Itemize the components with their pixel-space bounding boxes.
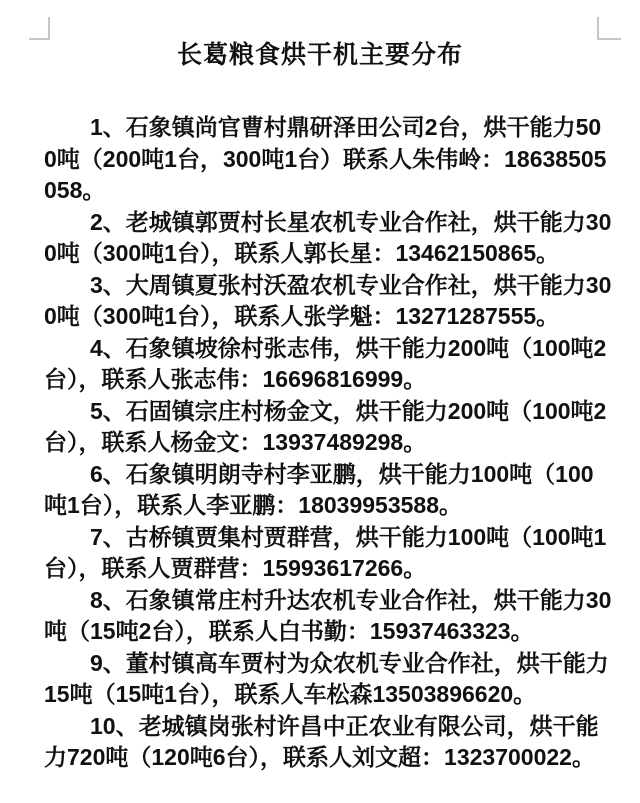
item-list [44,112,612,774]
list-item: 8、石象镇常庄村升达农机专业合作社，烘干能力30吨（15吨2台），联系人白书勤：15937463323。 [44,586,612,644]
crop-corner-top-right-icon [597,17,621,40]
list-item: 5、石固镇宗庄村杨金文，烘干能力200吨（100吨2台），联系人杨金文：13937489298。 [44,397,607,455]
list-item: 6、石象镇明朗寺村李亚鹏，烘干能力100吨（100吨1台），联系人李亚鹏：18039953588。 [44,460,594,518]
list-item: 3、大周镇夏张村沃盈农机专业合作社，烘干能力300吨（300吨1台），联系人张学魁：13271287555。 [44,271,612,329]
list-item: 9、董村镇高车贾村为众农机专业合作社，烘干能力15吨（15吨1台），联系人车松森13503896620。 [44,649,609,707]
list-item: 10、老城镇岗张村许昌中正农业有限公司，烘干能力720吨（120吨6台），联系人刘文超：1323700022。 [44,712,599,770]
crop-corner-top-left-icon [29,17,50,40]
list-item: 7、古桥镇贾集村贾群营，烘干能力100吨（100吨1台），联系人贾群营：15993617266。 [44,523,607,581]
page-title: 长葛粮食烘干机主要分布 [176,41,463,69]
list-item: 2、老城镇郭贾村长星农机专业合作社，烘干能力300吨（300吨1台），联系人郭长星：13462150865。 [44,208,612,266]
list-item: 4、石象镇坡徐村张志伟，烘干能力200吨（100吨2台），联系人张志伟：16696816999。 [44,334,607,392]
list-item: 1、石象镇尚官曹村鼎研泽田公司2台，烘干能力500吨（200吨1台，300吨1台）联系人朱伟岭：18638505058。 [44,114,607,203]
